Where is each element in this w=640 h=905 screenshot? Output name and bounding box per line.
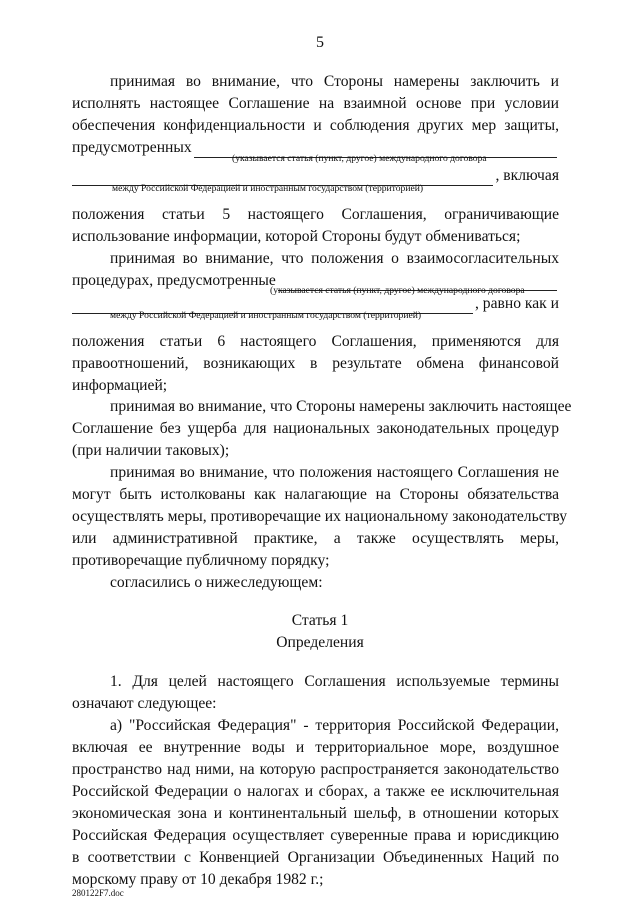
text-line: означают следующее: <box>72 695 217 712</box>
text-line: принимая во внимание, что положения настоящего Соглашения не <box>110 464 559 481</box>
text-line: принимая во внимание, что Стороны намерены заключить и <box>110 73 559 90</box>
text-line: могут быть истолкованы как налагающие на Стороны обязательства <box>72 486 559 503</box>
text-line: пространство над ними, на которую распространяется законодательство <box>72 761 559 778</box>
footer-filename: 280122F7.doc <box>72 888 124 898</box>
text-line: (при наличии таковых); <box>72 442 230 459</box>
text-line: Российской Федерации о налогах и сборах, а также ее исключительная <box>72 783 559 800</box>
text-line: правоотношений, возникающих в результате обмена финансовой <box>72 355 559 372</box>
text-line: обеспечения конфиденциальности и соблюдения других мер защиты, <box>72 117 559 134</box>
text-line: осуществлять меры, противоречащие их национальному законодательству <box>72 508 568 525</box>
text-line: а) "Российская Федерация" - территория Российской Федерации, <box>110 717 559 734</box>
text-line: 1. Для целей настоящего Соглашения используемые термины <box>110 673 559 690</box>
text-line: исполнять настоящее Соглашение на взаимной основе при условии <box>72 95 559 112</box>
text-fragment: предусмотренных <box>72 139 192 156</box>
text-fragment: , включая <box>495 167 559 184</box>
article-title: Определения <box>276 634 364 651</box>
text-line: Соглашение без ущерба для национальных законодательных процедур <box>72 420 559 437</box>
text-fragment: , равно как и <box>475 295 559 312</box>
article-number: Статья 1 <box>291 612 349 629</box>
caption-note: между Российской Федерацией и иностранным государством (территорией) <box>112 183 424 194</box>
text-line: включая ее внутренние воды и территориальное море, воздушное <box>72 739 559 756</box>
caption-note: (указывается статья (пункт, другое) международного договора <box>270 285 525 296</box>
text-line: положения статьи 6 настоящего Соглашения, применяются для <box>72 333 559 350</box>
text-line: в соответствии с Конвенцией Организации Объединенных Наций по <box>72 849 559 866</box>
text-line: морскому праву от 10 декабря 1982 г.; <box>72 871 324 888</box>
text-line: использование информации, которой Стороны будут обмениваться; <box>72 228 521 245</box>
text-line: согласились о нижеследующем: <box>110 574 323 591</box>
page-number: 5 <box>316 34 324 51</box>
text-line: принимая во внимание, что положения о взаимосогласительных <box>110 250 559 267</box>
text-line: Российская Федерация осуществляет суверенные права и юрисдикцию <box>72 827 559 844</box>
text-line: или административной практике, а также осуществлять меры, <box>72 530 559 547</box>
text-line: информацией; <box>72 377 168 394</box>
caption-note: между Российской Федерацией и иностранным государством (территорией) <box>110 310 422 321</box>
text-line: положения статьи 5 настоящего Соглашения, ограничивающие <box>72 206 559 223</box>
text-line: экономическая зона и континентальный шельф, в отношении которых <box>72 805 559 822</box>
text-line: противоречащие публичному порядку; <box>72 552 330 569</box>
text-line: принимая во внимание, что Стороны намерены заключить настоящее <box>110 398 572 415</box>
caption-note: (указывается статья (пункт, другое) международного договора <box>232 153 487 164</box>
text-fragment: процедурах, предусмотренные <box>72 272 276 289</box>
